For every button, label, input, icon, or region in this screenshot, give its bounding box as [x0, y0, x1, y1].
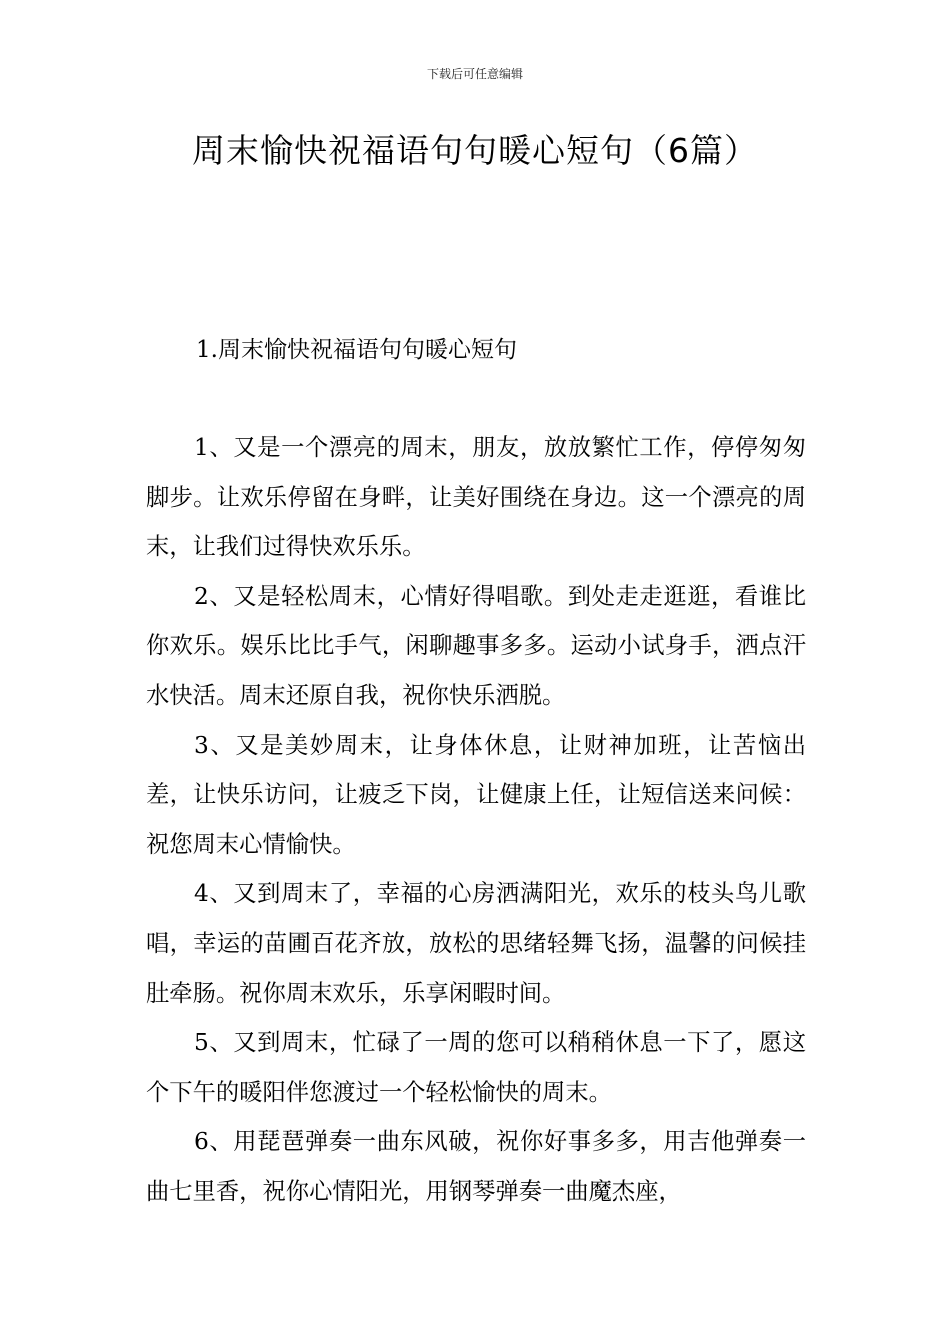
document-body: [146, 423, 806, 1217]
paragraph-2: 2、又是轻松周末，心情好得唱歌。到处走走逛逛，看谁比你欢乐。娱乐比比手气，闲聊趣事多多。运动小试身手，洒点汗水快活。周末还原自我，祝你快乐洒脱。: [146, 582, 806, 709]
document-title: 周末愉快祝福语句句暖心短句（6篇）: [192, 131, 758, 170]
paragraph-3: 3、又是美妙周末，让身体休息，让财神加班，让苦恼出差，让快乐访问，让疲乏下岗，让健康上任，让短信送来问候：祝您周末心情愉快。: [146, 731, 806, 858]
section-heading: 1.周末愉快祝福语句句暖心短句: [196, 337, 517, 363]
paragraph-5: 5、又到周末，忙碌了一周的您可以稍稍休息一下了，愿这个下午的暖阳伴您渡过一个轻松愉快的周末。: [146, 1029, 806, 1106]
paragraph-1: 1、又是一个漂亮的周末，朋友，放放繁忙工作，停停匆匆脚步。让欢乐停留在身畔，让美好围绕在身边。这一个漂亮的周末，让我们过得快欢乐乐。: [146, 434, 806, 561]
header-note: 下载后可任意编辑: [426, 67, 523, 81]
paragraph-4: 4、又到周末了，幸福的心房洒满阳光，欢乐的枝头鸟儿歌唱，幸运的苗圃百花齐放，放松的思绪轻舞飞扬，温馨的问候挂肚牵肠。祝你周末欢乐，乐享闲暇时间。: [146, 880, 806, 1007]
paragraph-6: 6、用琵琶弹奏一曲东风破，祝你好事多多，用吉他弹奏一曲七里香，祝你心情阳光，用钢琴弹奏一曲魔杰座，: [146, 1128, 806, 1205]
